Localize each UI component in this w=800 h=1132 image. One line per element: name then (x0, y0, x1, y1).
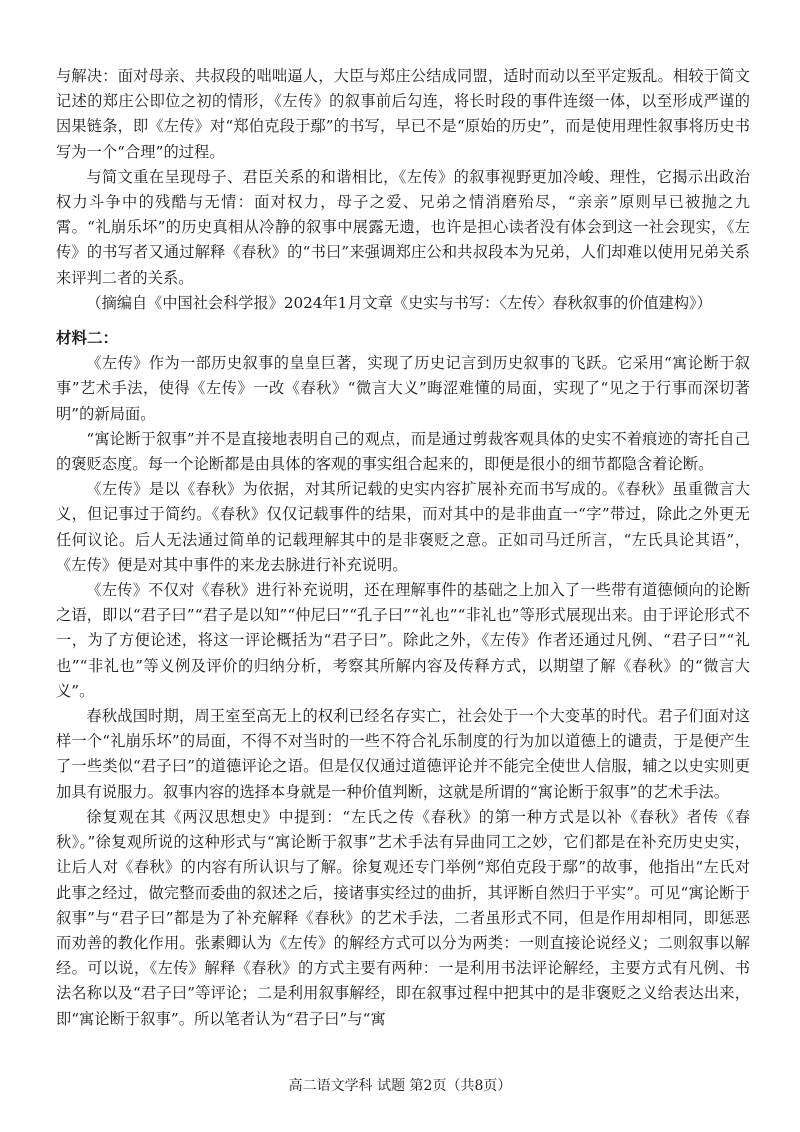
material1-paragraph: 与简文重在呈现母子、君臣关系的和谐相比，《左传》的叙事视野更加冷峻、理性，它揭示出政治权力斗争中的残酷与无情：面对权力，母子之爱、兄弟之情消磨殆尽，“亲亲”原则早已被抛之九霄。“礼崩乐坏”的历史真相从冷静的叙事中展露无遗，也许是担心读者没有体会到这一社会现实，《左传》的书写者又通过解释《春秋》的“书曰”来强调郑庄公和共叔段本为兄弟，人们却难以使用兄弟关系来评判二者的关系。 (56, 167, 750, 287)
page-footer: 高二语文学科 试题 第2页（共8页） (288, 1078, 512, 1094)
material1-paragraph: 与解决：面对母亲、共叔段的咄咄逼人，大臣与郑庄公结成同盟，适时而动以至平定叛乱。相较于简文记述的郑庄公即位之初的情形，《左传》的叙事前后勾连，将长时段的事件连缀一体，以至形成严谨的因果链条，即《左传》对“郑伯克段于鄢”的书写，早已不是“原始的历史”，而是使用理性叙事将历史书写为一个“合理”的过程。 (56, 67, 750, 161)
material1-source-citation: （摘编自《中国社会科学报》2024年1月文章《史实与书写：〈左传〉春秋叙事的价值建构》） (86, 293, 712, 312)
material2-heading: 材料二： (56, 329, 119, 348)
material2-paragraph: 《左传》是以《春秋》为依据，对其所记载的史实内容扩展补充而书写成的。《春秋》虽重微言大义，但记事过于简约。《春秋》仅仅记载事件的结果，而对其中的是非曲直一“字”带过，除此之外更无任何议论。后人无法通过简单的记载理解其中的是非褒贬之意。正如司马迁所言，“左氏具论其语”，《左传》便是对其中事件的来龙去脉进行补充说明。 (56, 480, 750, 574)
material2-paragraph: 《左传》不仅对《春秋》进行补充说明，还在理解事件的基础之上加入了一些带有道德倾向的论断之语，即以“君子曰”“君子是以知”“仲尼曰”“孔子曰”“礼也”“非礼也”等形式展现出来。由于评论形式不一，为了方便论述，将这一评论概括为“君子曰”。除此之外，《左传》作者还通过凡例、“君子曰”“礼也”“非礼也”等义例及评价的归纳分析，考察其所解内容及传释方式，以期望了解《春秋》的“微言大义”。 (56, 581, 750, 700)
page-content (56, 64, 750, 1032)
material2-paragraph: 《左传》作为一部历史叙事的皇皇巨著，实现了历史记言到历史叙事的飞跃。它采用“寓论断于叙事”艺术手法，使得《左传》一改《春秋》“微言大义”晦涩难懂的局面，实现了“见之于行事而深切著明”的新局面。 (56, 354, 750, 423)
material2-paragraph: 徐复观在其《两汉思想史》中提到：“左氏之传《春秋》的第一种方式是以补《春秋》者传《春秋》。”徐复观所说的这种形式与“寓论断于叙事”艺术手法有异曲同工之妙，它们都是在补充历史史实，让后人对《春秋》的内容有所认识与了解。徐复观还专门举例“郑伯克段于鄢”的故事，他指出“左氏对此事之经过，做完整而委曲的叙述之后，接诸事实经过的曲折，其评断自然归于平实”。可见“寓论断于叙事”与“君子曰”都是为了补充解释《春秋》的艺术手法，二者虽形式不同，但是作用却相同，即惩恶而劝善的教化作用。张素卿认为《左传》的解经方式可以分为两类：一则直接论说经义；二则叙事以解经。可以说，《左传》解释《春秋》的方式主要有两种：一是利用书法评论解经，主要方式有凡例、书法名称以及“君子曰”等评论；二是利用叙事解经，即在叙事过程中把其中的是非褒贬之义给表达出来，即“寓论断于叙事”。所以笔者认为“君子曰”与“寓 (56, 807, 750, 1028)
material2-paragraph: “寓论断于叙事”并不是直接地表明自己的观点，而是通过剪裁客观具体的史实不着痕迹的寄托自己的褒贬态度。每一个论断都是由具体的客观的事实组合起来的，即便是很小的细节都隐含着论断。 (56, 429, 750, 474)
material2-paragraph: 春秋战国时期，周王室至高无上的权利已经名存实亡，社会处于一个大变革的时代。君子们面对这样一个“礼崩乐坏”的局面，不得不对当时的一些不符合礼乐制度的行为加以道德上的谴责，于是便产生了一些类似“君子曰”的道德评论之语。但是仅仅通过道德评论并不能完全使世人信服，辅之以史实则更加具有说服力。叙事内容的选择本身就是一种价值判断，这就是所谓的“寓论断于叙事”的艺术手法。 (56, 707, 750, 801)
